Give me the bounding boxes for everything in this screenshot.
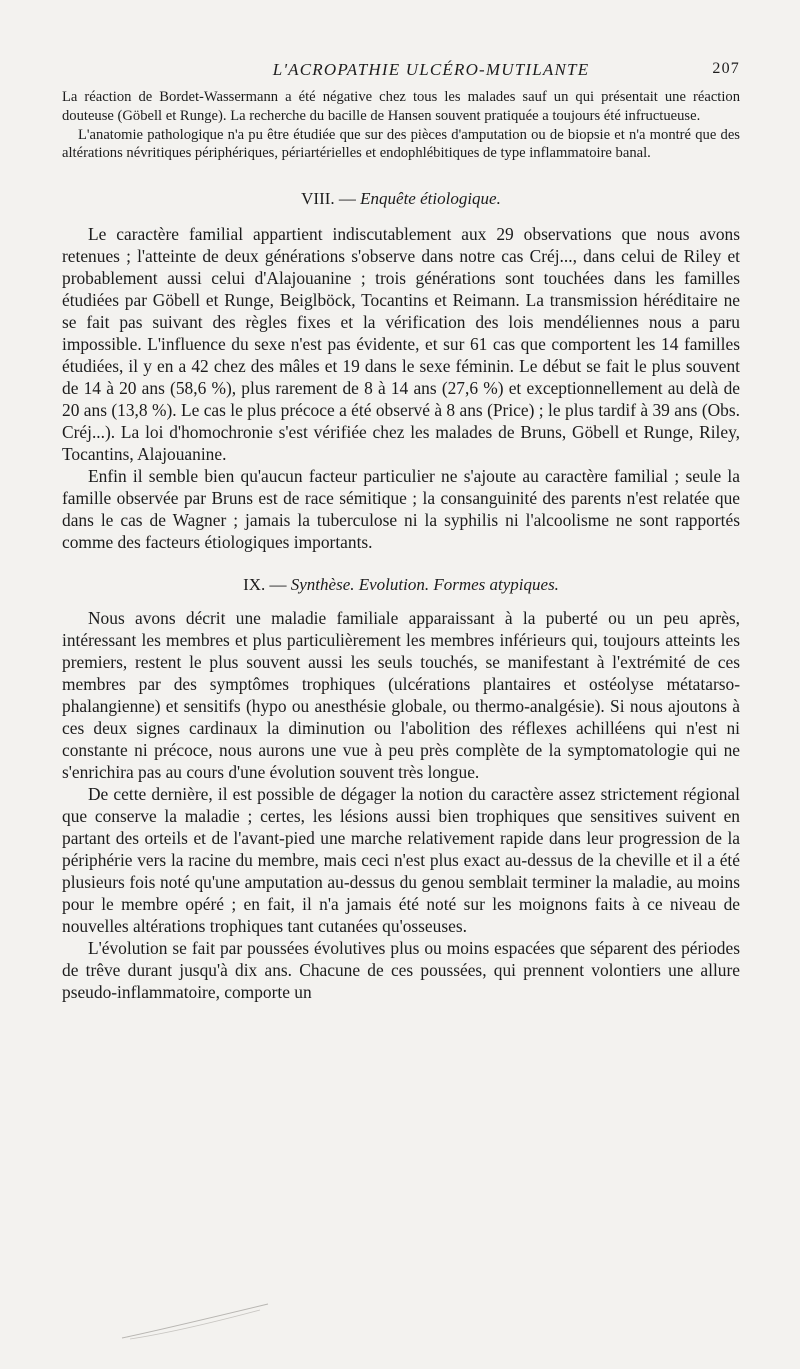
section-9-title: Synthèse. Evolution. Formes atypiques. — [290, 575, 559, 595]
section-9-paragraph-1: Nous avons décrit une maladie familiale apparaissant à la puberté ou un peu après, intéressant les membres et plus particulièrement les membres inférieurs qui, toujours atteints les premiers, restent le plus souvent aussi les seuls touchés, se manifestant à l'extrémité de ces membres par des symptômes trophiques (ulcérations plantaires et ostéolyse métatarso-phalangienne) et sensitifs (hypo ou anesthésie globale, ou thermo-analgésie). Si nous ajoutons à ces deux signes cardinaux la diminution ou l'abolition des réflexes achilléens qui n'est ni constante ni précoce, nous aurons une vue à peu près complète de la symptomatologie qui ne s'enrichira pas au cours d'une évolution souvent très longue. — [62, 608, 740, 783]
page-number: 207 — [712, 60, 740, 77]
paper-scratch-mark — [120, 1300, 270, 1340]
section-8-number: VIII. — — [301, 189, 356, 209]
intro-paragraph-2: L'anatomie pathologique n'a pu être étudiée que sur des pièces d'amputation ou de biopsie et n'a montré que des altérations névritiques périphériques, périartérielles et endophlébitiques de type inflammatoire banal. — [62, 126, 740, 162]
running-title: L'ACROPATHIE ULCÉRO-MUTILANTE — [272, 60, 590, 79]
section-8-title: Enquête étiologique. — [360, 189, 501, 209]
section-9-paragraph-2: De cette dernière, il est possible de dégager la notion du caractère assez strictement régional que conserve la maladie ; certes, les lésions aussi bien trophiques que sensitives suivent en partant des orteils et de l'avant-pied une marche relativement rapide dans leur progression de la périphérie vers la racine du membre, mais ceci n'est plus exact au-dessus de la cheville et il a été plusieurs fois noté qu'une amputation au-dessus du genou semblait terminer la maladie, au moins pour le membre opéré ; en fait, il n'a jamais été noté sur les moignons faits à ce niveau de nouvelles altérations trophiques tant cutanées qu'osseuses. — [62, 784, 740, 937]
intro-block — [62, 88, 740, 163]
running-head — [62, 60, 740, 84]
section-8-body — [62, 223, 740, 553]
section-8-paragraph-2: Enfin il semble bien qu'aucun facteur particulier ne s'ajoute au caractère familial ; seule la famille observée par Bruns est de race sémitique ; la consanguinité des parents n'est relatée que dans le cas de Wagner ; jamais la tuberculose ni la syphilis ni l'alcoolisme ne sont rapportés comme des facteurs étiologiques importants. — [62, 466, 740, 553]
section-9-body — [62, 607, 740, 1003]
section-9-number: IX. — — [243, 575, 287, 595]
section-9-paragraph-3: L'évolution se fait par poussées évolutives plus ou moins espacées que séparent des périodes de trêve durant jusqu'à dix ans. Chacune de ces poussées, qui prennent volontiers une allure pseudo-inflammatoire, comporte un — [62, 938, 740, 1003]
section-8-paragraph-1: Le caractère familial appartient indiscutablement aux 29 observations que nous avons retenues ; l'atteinte de deux générations s'observe dans notre cas Créj..., dans celui de Riley et probablement aussi celui d'Alajouanine ; trois générations sont touchées dans les familles étudiées par Göbell et Runge, Beiglböck, Tocantins et Reimann. La transmission héréditaire ne se fait pas suivant des règles fixes et la vérification des lois mendéliennes nous a paru impossible. L'influence du sexe n'est pas évidente, et sur 61 cas que comportent les 14 familles étudiées, il y en a 42 chez des mâles et 19 dans le sexe féminin. Le début se fait le plus souvent de 14 à 20 ans (58,6 %), plus rarement de 8 à 14 ans (27,6 %) et exceptionnellement au delà de 20 ans (13,8 %). Le cas le plus précoce a été observé à 8 ans (Price) ; le plus tardif à 39 ans (Obs. Créj...). La loi d'homochronie s'est vérifiée chez les malades de Bruns, Göbell et Runge, Riley, Tocantins, Alajouanine. — [62, 224, 740, 465]
section-heading-8 — [62, 189, 740, 209]
book-page — [62, 60, 740, 1003]
section-heading-9 — [62, 575, 740, 595]
intro-paragraph-1: La réaction de Bordet-Wassermann a été négative chez tous les malades sauf un qui présentait une réaction douteuse (Göbell et Runge). La recherche du bacille de Hansen souvent pratiquée a toujours été infructueuse. — [62, 89, 740, 124]
